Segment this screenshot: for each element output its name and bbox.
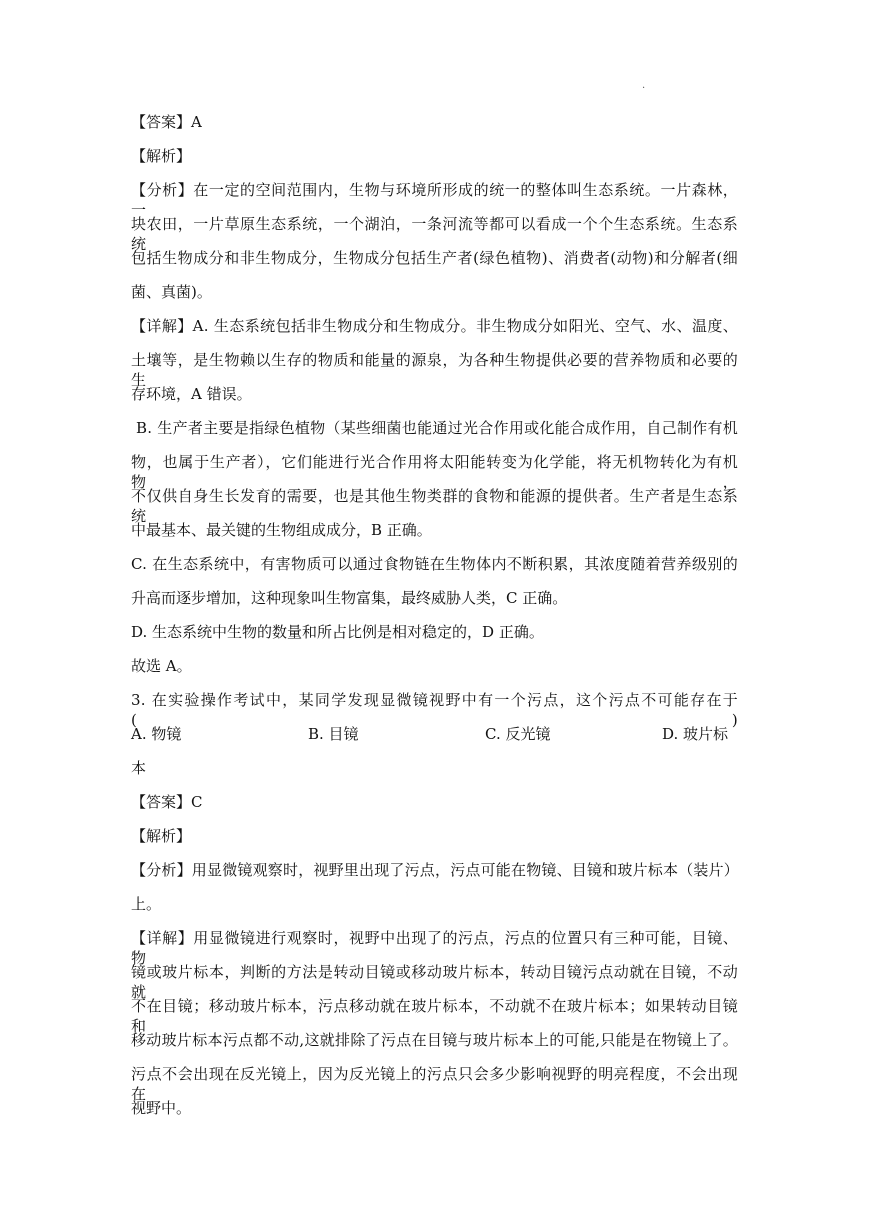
q2-analysis-line: 包括生物成分和非生物成分，生物成分包括生产者(绿色植物)、消费者(动物)和分解者(细: [131, 249, 738, 267]
q2-detail-line: 【详解】A. 生态系统包括非生物成分和生物成分。非生物成分如阳光、空气、水、温度、: [131, 317, 738, 335]
q3-detail-line: 【详解】用显微镜进行观察时，视野中出现了的污点，污点的位置只有三种可能，目镜、物: [131, 929, 738, 967]
q3-detail-line: 镜或玻片标本，判断的方法是转动目镜或移动玻片标本，转动目镜污点动就在目镜，不动就: [131, 963, 738, 1001]
q3-option-b: B. 目镜: [308, 725, 359, 743]
q3-option-d-wrap: 本: [131, 759, 147, 777]
q3-option-c: C. 反光镜: [485, 725, 551, 743]
q3-analysis-label: 【解析】: [131, 827, 192, 845]
q2-option-d-line: D. 生态系统中生物的数量和所占比例是相对稳定的，D 正确。: [131, 623, 544, 641]
q2-analysis-line: 块农田，一片草原生态系统，一个湖泊，一条河流等都可以看成一个个生态系统。生态系统: [131, 215, 738, 253]
q3-option-d: D. 玻片标: [662, 725, 729, 743]
q2-option-b-line: B. 生产者主要是指绿色植物（某些细菌也能通过光合作用或化能合成作用，自己制作有机: [131, 419, 738, 437]
q3-answer: 【答案】C: [131, 793, 203, 811]
q3-analysis-line: 【分析】用显微镜观察时，视野里出现了污点，污点可能在物镜、目镜和玻片标本（装片）: [131, 861, 740, 879]
q2-option-b-line: 中最基本、最关键的生物组成成分，B 正确。: [131, 521, 432, 539]
q2-option-c-line: C. 在生态系统中，有害物质可以通过食物链在生物体内不断积累，其浓度随着营养级别的: [131, 555, 738, 573]
q2-answer: 【答案】A: [131, 113, 202, 131]
q3-detail-line: 污点不会出现在反光镜上，因为反光镜上的污点只会多少影响视野的明亮程度，不会出现在: [131, 1065, 738, 1103]
q3-analysis-line: 上。: [131, 895, 162, 913]
q2-analysis-line: 【分析】在一定的空间范围内，生物与环境所形成的统一的整体叫生态系统。一片森林，一: [131, 181, 738, 219]
q2-detail-line: 土壤等，是生物赖以生存的物质和能量的源泉，为各种生物提供必要的营养物质和必要的生: [131, 351, 738, 389]
q2-option-b-line: 物，也属于生产者），它们能进行光合作用将太阳能转变为化学能，将无机物转化为有机物，: [131, 453, 738, 491]
q3-detail-line: 移动玻片标本污点都不动,这就排除了污点在目镜与玻片标本上的可能,只能是在物镜上了。: [131, 1031, 738, 1049]
q2-analysis-label: 【解析】: [131, 147, 192, 165]
header-mark: .: [642, 80, 646, 91]
q3-option-a: A. 物镜: [131, 725, 182, 743]
q3-detail-line: 视野中。: [131, 1099, 192, 1117]
q2-option-b-line: 不仅供自身生长发育的需要，也是其他生物类群的食物和能源的提供者。生产者是生态系统: [131, 487, 738, 525]
q3-stem: 3. 在实验操作考试中，某同学发现显微镜视野中有一个污点，这个污点不可能存在于( ): [131, 691, 738, 729]
q3-detail-line: 不在目镜；移动玻片标本，污点移动就在玻片标本，不动就不在玻片标本；如果转动目镜和: [131, 997, 738, 1035]
q2-option-c-line: 升高而逐步增加，这种现象叫生物富集，最终威胁人类，C 正确。: [131, 589, 568, 607]
q2-detail-line: 存环境，A 错误。: [131, 385, 252, 403]
q2-analysis-line: 菌、真菌)。: [131, 283, 212, 301]
q2-conclusion: 故选 A。: [131, 657, 192, 675]
